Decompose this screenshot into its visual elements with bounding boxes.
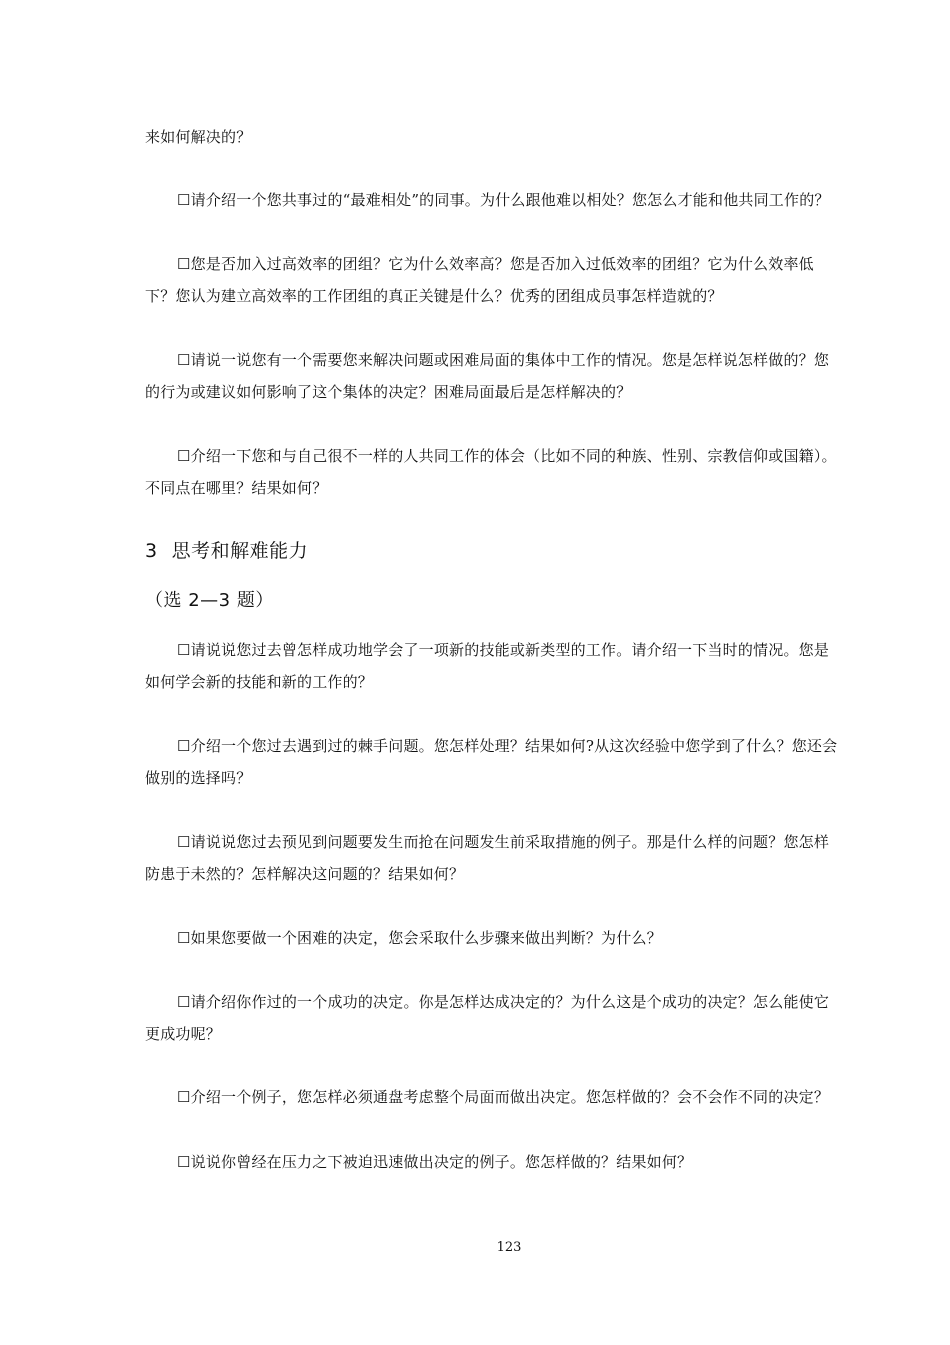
question-text: ☐介绍一个您过去遇到过的棘手问题。您怎样处理？结果如何?从这次经验中您学到了什么？您还会 — [177, 737, 838, 755]
question-text: ☐说说你曾经在压力之下被迫迅速做出决定的例子。您怎样做的？结果如何？ — [177, 1153, 693, 1171]
question-text: ☐请介绍你作过的一个成功的决定。你是怎样达成决定的？为什么这是个成功的决定？怎么能使它 — [177, 993, 830, 1011]
question-text: 更成功呢？ — [145, 1025, 222, 1043]
question-text: 不同点在哪里？结果如何？ — [145, 479, 328, 497]
question-text: 做别的选择吗？ — [145, 769, 252, 787]
page-number: 123 — [496, 1240, 522, 1255]
question-text: ☐介绍一个例子，您怎样必须通盘考虑整个局面而做出决定。您怎样做的？会不会作不同的决定？ — [177, 1088, 830, 1106]
section-heading — [145, 539, 308, 563]
question-text: 的行为或建议如何影响了这个集体的决定？困难局面最后是怎样解决的？ — [145, 383, 632, 401]
question-text: 防患于未然的？怎样解决这问题的？结果如何？ — [145, 865, 465, 883]
question-text: ☐请说说您过去曾怎样成功地学会了一项新的技能或新类型的工作。请介绍一下当时的情况。您是 — [177, 641, 830, 659]
continuation-text: 来如何解决的？ — [145, 128, 252, 146]
question-text: ☐请说说您过去预见到问题要发生而抢在问题发生前采取措施的例子。那是什么样的问题？您怎样 — [177, 833, 830, 851]
section-note: （选 2—3 题） — [145, 590, 274, 611]
section-number: 3 — [145, 540, 158, 562]
section-title: 思考和解难能力 — [171, 540, 309, 562]
question-text: 下？您认为建立高效率的工作团组的真正关键是什么？优秀的团组成员事怎样造就的？ — [145, 287, 723, 305]
question-text: 如何学会新的技能和新的工作的？ — [145, 673, 374, 691]
question-text: ☐您是否加入过高效率的团组？它为什么效率高？您是否加入过低效率的团组？它为什么效率低 — [177, 255, 814, 273]
question-text: ☐请介绍一个您共事过的“最难相处”的同事。为什么跟他难以相处？您怎么才能和他共同工作的？ — [177, 191, 830, 209]
question-text: ☐如果您要做一个困难的决定，您会采取什么步骤来做出判断？为什么？ — [177, 929, 662, 947]
question-text: ☐介绍一下您和与自己很不一样的人共同工作的体会（比如不同的种族、性别、宗教信仰或国籍）。 — [177, 447, 837, 465]
question-text: ☐请说一说您有一个需要您来解决问题或困难局面的集体中工作的情况。您是怎样说怎样做的？您 — [177, 351, 830, 369]
